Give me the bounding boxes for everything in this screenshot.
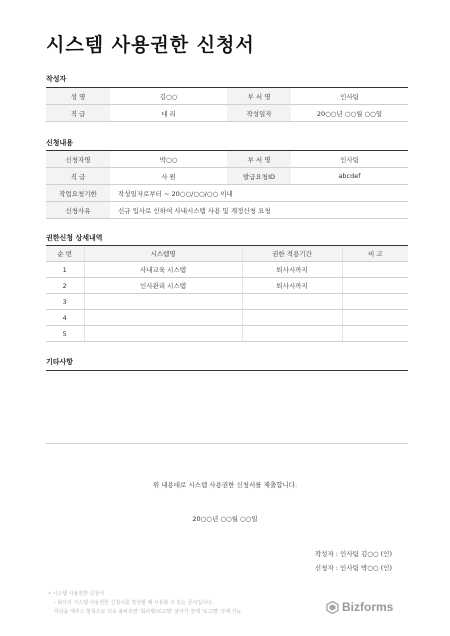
document-title: 시스템 사용권한 신청서: [46, 34, 255, 56]
writer-row-1: [46, 88, 408, 105]
writer-date-label: 작성일자: [227, 105, 291, 122]
detail-table: [46, 245, 408, 342]
writer-name-label: 성 명: [46, 88, 110, 105]
section-etc-label: 기타사항: [46, 358, 74, 366]
period-label: 작업요청기한: [46, 185, 110, 202]
period-value[interactable]: 작성일자로부터 ~ 20○○/○○/○○ 이내: [110, 185, 408, 202]
reason-value[interactable]: 신규 입사로 인하여 사내시스템 사용 및 계정신청 요청: [110, 202, 408, 219]
detail-header-row: [46, 246, 408, 262]
row-note[interactable]: [342, 294, 408, 310]
row-period[interactable]: 퇴사시까지: [242, 278, 342, 294]
section-writer-label: 작성자: [46, 75, 67, 83]
request-row-1: [46, 151, 408, 168]
writer-rank-value[interactable]: 대 리: [110, 105, 227, 122]
etc-textarea[interactable]: [46, 370, 408, 444]
col-period-header: 권한 적용기간: [242, 246, 342, 262]
submission-date[interactable]: 20○○년 ○○월 ○○일: [192, 515, 258, 523]
row-note[interactable]: [342, 262, 408, 278]
table-row: [46, 310, 408, 326]
section-detail-label: 권한신청 상세내역: [46, 234, 103, 242]
bizforms-logo-text: Bizforms: [342, 600, 394, 614]
writer-row-2: [46, 105, 408, 122]
writer-dept-label: 부 서 명: [227, 88, 291, 105]
footnote: [48, 590, 241, 617]
reason-label: 신청사유: [46, 202, 110, 219]
col-system-header: 시스템명: [84, 246, 242, 262]
row-system[interactable]: [84, 294, 242, 310]
footnote-line-1: [48, 590, 241, 599]
footnote-line-2: - 회사의 시스템 사용권한 신청서를 작성할 때 사용할 수 있는 문서입니다.: [54, 600, 214, 606]
table-row: [46, 278, 408, 294]
table-row: [46, 294, 408, 310]
section-request-label: 신청내용: [46, 139, 74, 147]
row-number: 4: [46, 310, 84, 326]
row-period[interactable]: 퇴사시까지: [242, 262, 342, 278]
request-row-2: [46, 168, 408, 185]
footnote-line-3: 하단을 재무스 항목으로 더욱 올바르면 '회사명/로고명' 삼자가 전제 '로고명' 삭제 가능: [54, 609, 242, 615]
row-system[interactable]: 사내교육 시스템: [84, 262, 242, 278]
row-number: 5: [46, 326, 84, 342]
writer-dept-value[interactable]: 인사팀: [291, 88, 408, 105]
request-table: [46, 150, 408, 219]
request-row-3: [46, 185, 408, 202]
writer-date-value[interactable]: 20○○년 ○○월 ○○일: [291, 105, 408, 122]
footnote-title: 시스템 사용권한 신청서: [52, 591, 105, 597]
request-row-4: [46, 202, 408, 219]
row-period[interactable]: [242, 326, 342, 342]
writer-signature: 작성자 : 인사팀 김○○ (인): [314, 550, 392, 558]
applicant-name-label: 신청자명: [46, 151, 110, 168]
submission-statement: 위 내용대로 시스템 사용권한 신청서를 제출합니다.: [152, 481, 298, 489]
row-number: 3: [46, 294, 84, 310]
applicant-signature: 신청자 : 인사팀 박○○ (인): [314, 564, 392, 572]
applicant-name-value[interactable]: 박○○: [110, 151, 227, 168]
applicant-dept-value[interactable]: 인사팀: [291, 151, 408, 168]
row-number: 1: [46, 262, 84, 278]
row-system[interactable]: 인사관리 시스템: [84, 278, 242, 294]
writer-name-value[interactable]: 김○○: [110, 88, 227, 105]
requested-id-label: 발급요청ID: [227, 168, 291, 185]
row-period[interactable]: [242, 294, 342, 310]
applicant-rank-label: 직 급: [46, 168, 110, 185]
bizforms-logo-icon: [326, 601, 339, 614]
writer-table: [46, 87, 408, 122]
bizforms-logo: [326, 600, 393, 614]
writer-rank-label: 직 급: [46, 105, 110, 122]
bullet-icon: •: [48, 591, 51, 597]
row-note[interactable]: [342, 326, 408, 342]
row-system[interactable]: [84, 310, 242, 326]
row-note[interactable]: [342, 278, 408, 294]
applicant-dept-label: 부 서 명: [227, 151, 291, 168]
row-system[interactable]: [84, 326, 242, 342]
col-number-header: 순 번: [46, 246, 84, 262]
table-row: [46, 326, 408, 342]
table-row: [46, 262, 408, 278]
row-period[interactable]: [242, 310, 342, 326]
requested-id-value[interactable]: abcdef: [291, 168, 408, 185]
row-number: 2: [46, 278, 84, 294]
col-note-header: 비 고: [342, 246, 408, 262]
applicant-rank-value[interactable]: 사 원: [110, 168, 227, 185]
row-note[interactable]: [342, 310, 408, 326]
